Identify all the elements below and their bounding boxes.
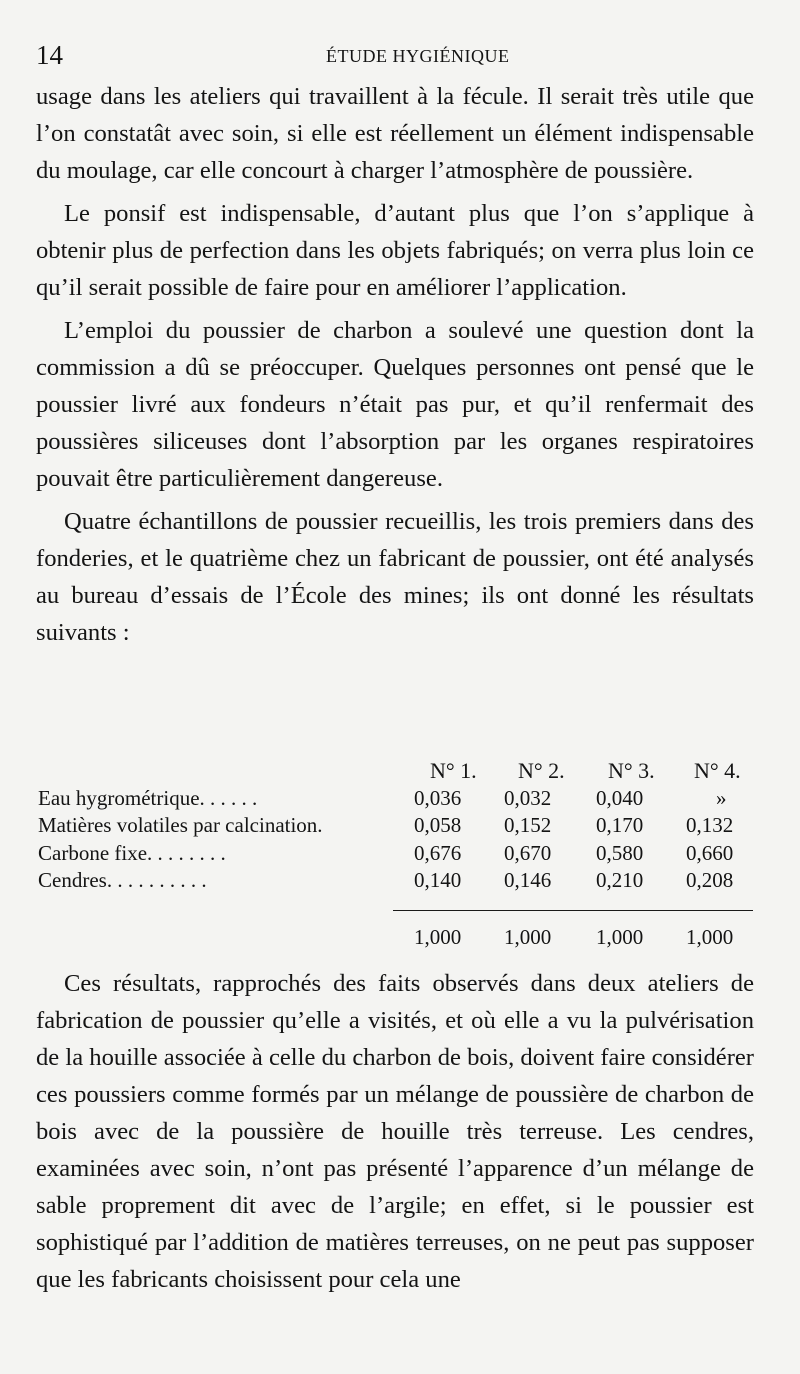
table-cell: 0,040 xyxy=(596,785,644,810)
table-cell: 0,670 xyxy=(504,840,552,865)
table-cell: 0,208 xyxy=(686,868,734,892)
page-number: 14 xyxy=(36,40,63,70)
row-label: Cendres. . . . . . . . . . xyxy=(38,868,207,892)
table-header-row xyxy=(38,758,758,786)
total-cell: 1,000 xyxy=(596,925,644,949)
table-cell: 0,032 xyxy=(504,785,552,810)
analysis-results-table xyxy=(38,758,758,949)
paragraph-fecule: usage dans les ateliers qui travaillent à la fécule. Il serait très utile que l’on constatât avec soin, si elle est réellement un élément indispensable du moulage, car elle concourt à charger l’atmosphère de poussière. xyxy=(36,83,754,184)
row-label: Eau hygrométrique. . . . . . xyxy=(38,785,258,810)
table-cell: 0,580 xyxy=(596,840,644,865)
column-header: N° 1. xyxy=(430,758,477,783)
totals-row xyxy=(38,925,758,953)
table-row xyxy=(38,813,758,841)
paragraph-poussier-question: L’emploi du poussier de charbon a soulevé une question dont la commission a dû se préoccuper. Quelques personnes ont pensé que le poussier livré aux fondeurs n’était pas pur, et qu’il renfermait des poussières siliceuses dont l’absorption par les organes respiratoires pouvait être particulièrement dangereuse. xyxy=(36,317,754,492)
body-text-lower xyxy=(36,965,754,1304)
table-row xyxy=(38,786,758,814)
column-header: N° 2. xyxy=(518,758,565,783)
column-header: N° 3. xyxy=(608,758,655,783)
column-header: N° 4. xyxy=(694,758,741,783)
table-cell: 0,210 xyxy=(596,868,644,892)
table-cell: 0,660 xyxy=(686,840,734,865)
table-row xyxy=(38,868,758,896)
row-label: Carbone fixe. . . . . . . . xyxy=(38,840,226,865)
body-text-upper xyxy=(36,78,754,657)
running-title: ÉTUDE HYGIÉNIQUE xyxy=(326,46,510,66)
table-cell: 0,036 xyxy=(414,785,462,810)
table-cell: 0,146 xyxy=(504,868,552,892)
table-cell: 0,676 xyxy=(414,840,462,865)
sum-rule xyxy=(393,910,753,911)
total-cell: 1,000 xyxy=(504,925,552,949)
table-row xyxy=(38,841,758,869)
paragraph-conclusions: Ces résultats, rapprochés des faits observés dans deux ateliers de fabrication de poussier qu’elle a visités, et où elle a vu la pulvérisation de la houille associée à celle du charbon de bois, doivent faire considérer ces poussiers comme formés par un mélange de poussière de charbon de bois avec de la poussière de houille très terreuse. Les cendres, examinées avec soin, n’ont pas présenté l’apparence d’un mélange de sable proprement dit avec de l’argile; en effet, si le poussier est sophistiqué par l’addition de matières terreuses, on ne peut pas supposer que les fabricants choisissent pour cela une xyxy=(36,970,754,1293)
total-cell: 1,000 xyxy=(414,925,462,949)
table-cell: » xyxy=(716,785,727,810)
paragraph-echantillons: Quatre échantillons de poussier recueillis, les trois premiers dans des fonderies, et le quatrième chez un fabricant de poussier, ont été analysés au bureau d’essais de l’École des mines; ils ont donné les résultats suivants : xyxy=(36,508,754,646)
table-cell: 0,132 xyxy=(686,813,734,837)
table-cell: 0,058 xyxy=(414,813,462,837)
table-cell: 0,140 xyxy=(414,868,462,892)
total-cell: 1,000 xyxy=(686,925,734,949)
paragraph-ponsif: Le ponsif est indispensable, d’autant plus que l’on s’applique à obtenir plus de perfection dans les objets fabriqués; on verra plus loin ce qu’il serait possible de faire pour en améliorer l’application. xyxy=(36,200,754,301)
table-cell: 0,152 xyxy=(504,813,552,837)
table-cell: 0,170 xyxy=(596,813,644,837)
page-header xyxy=(36,40,752,70)
row-label: Matières volatiles par calcination. xyxy=(38,813,323,837)
